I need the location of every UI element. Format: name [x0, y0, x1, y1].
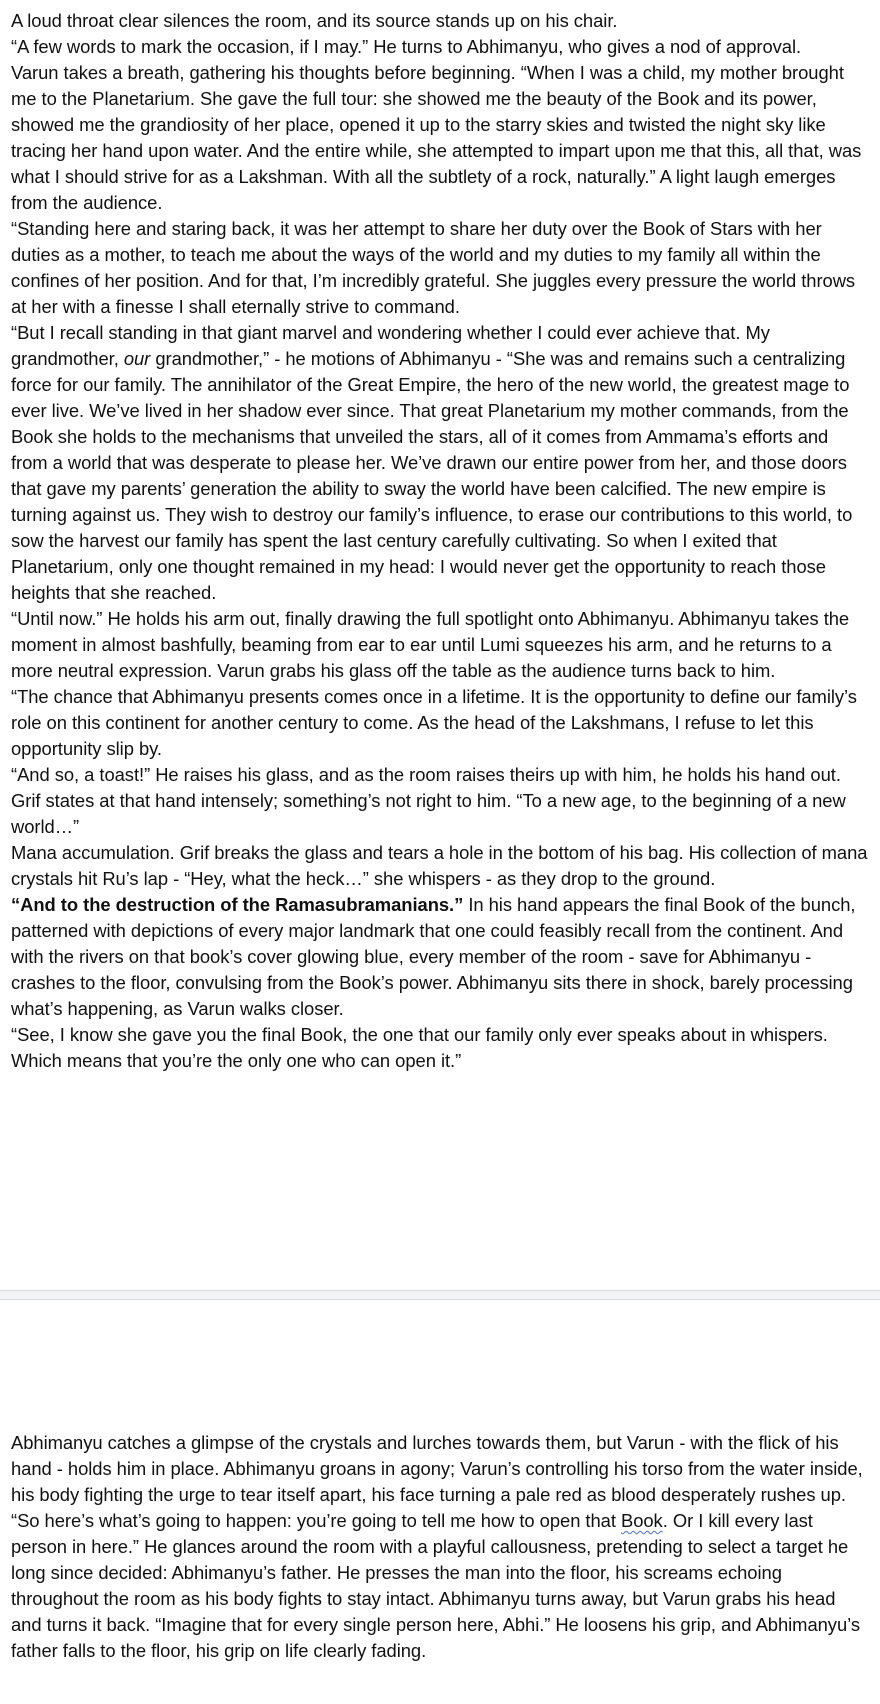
paragraph-until-now: “Until now.” He holds his arm out, finally drawing the full spotlight onto Abhimanyu. Abhimanyu takes the moment in almost bashfully, beaming from ear to ear until Lumi squeezes his arm, and he returns to a more neutral expression. Varun grabs his glass off the table as the audience turns back to him. [11, 608, 850, 681]
paragraph-chance: “The chance that Abhimanyu presents comes once in a lifetime. It is the opportunity to define our family’s role on this continent for another century to come. As the head of the Lakshmans, I refuse to let this opportunity slip by. [11, 686, 857, 759]
happen-text-end: . Or I kill every last person in here.” He glances around the room with a playful callousness, pretending to select a target he long since decided: Abhimanyu’s father. He presses the man into the floor, his screams echoing throughout the room as his body fights to stay intact. Abhimanyu turns away, but Varun grabs his head and turns it back. “Imagine that for every single person here, Abhi.” He loosens his grip, and Abhimanyu’s father falls to the floor, his grip on life clearly fading. [11, 1510, 860, 1661]
paragraph-throat-clear: A loud throat clear silences the room, and its source stands up on his chair. [11, 10, 618, 31]
paragraph-mana: Mana accumulation. Grif breaks the glass and tears a hole in the bottom of his bag. His collection of mana crystals hit Ru’s lap - “Hey, what the heck…” she whispers - as they drop to the ground. [11, 842, 868, 889]
paragraph-whats-going-to-happen [11, 1508, 869, 1664]
paragraph-few-words: “A few words to mark the occasion, if I may.” He turns to Abhimanyu, who gives a nod of approval. [11, 36, 802, 57]
emphasis-our: our [123, 348, 151, 369]
bold-destruction-quote: “And to the destruction of the Ramasubramanians.” [11, 894, 464, 915]
paragraph-toast: “And so, a toast!” He raises his glass, and as the room raises theirs up with him, he holds his hand out. Grif states at that hand intensely; something’s not right to him. “To a new age, to the beginning of a new world…” [11, 764, 846, 837]
page-break [0, 1290, 880, 1300]
paragraph-final-book: “See, I know she gave you the final Book, the one that our family only ever speaks about in whispers. Which means that you’re the only one who can open it.” [11, 1024, 828, 1071]
document-page-2 [0, 1300, 880, 1704]
happen-text-start: “So here’s what’s going to happen: you’re going to tell me how to open that [11, 1510, 621, 1531]
paragraph-varun-breath: Varun takes a breath, gathering his thoughts before beginning. “When I was a child, my mother brought me to the Planetarium. She gave the full tour: she showed me the beauty of the Book and its power, showed me the grandiosity of her place, opened it up to the starry skies and twisted the night sky like tracing her hand upon water. And the entire while, she attempted to impart upon me that this, all that, was what I should strive for as a Lakshman. With all the subtlety of a rock, naturally.” A light laugh emerges from the audience. [11, 62, 862, 213]
paragraph-crystals-glimpse: Abhimanyu catches a glimpse of the crystals and lurches towards them, but Varun - with the flick of his hand - holds him in place. Abhimanyu groans in agony; Varun’s controlling his torso from the water inside, his body fighting the urge to tear itself apart, his face turning a pale red as blood desperately rushes up. [11, 1432, 863, 1505]
paragraph-giant-marvel [11, 320, 869, 606]
paragraph-standing-here: “Standing here and staring back, it was her attempt to share her duty over the Book of Stars with her duties as a mother, to teach me about the ways of the world and my duties to my family all within the confines of her position. And for that, I’m incredibly grateful. She juggles every pressure the world throws at her with a finesse I shall eternally strive to command. [11, 218, 856, 317]
destruction-text-rest: In his hand appears the final Book of the bunch, patterned with depictions of every major landmark that one could feasibly recall from the continent. And with the rivers on that book’s cover glowing blue, every member of the room - save for Abhimanyu - crashes to the floor, convulsing from the Book’s power. Abhimanyu sits there in shock, barely processing what’s happening, as Varun walks closer. [11, 894, 856, 1019]
page-2-body[interactable] [11, 1430, 869, 1664]
spellcheck-flagged-word[interactable]: Book [620, 1510, 663, 1531]
giant-marvel-text-end: grandmother,” - he motions of Abhimanyu - “She was and remains such a centralizing force for our family. The annihilator of the Great Empire, the hero of the new world, the greatest mage to ever live. We’ve lived in her shadow ever since. That great Planetarium my mother commands, from the Book she holds to the mechanisms that unveiled the stars, all of it comes from Ammama’s efforts and from a world that was desperate to please her. We’ve drawn our entire power from her, and those doors that gave my parents’ generation the ability to sway the world have been calcified. The new empire is turning against us. They wish to destroy our family’s influence, to erase our contributions to this world, to sow the harvest our family has spent the last century carefully cultivating. So when I exited that Planetarium, only one thought remained in my head: I would never get the opportunity to reach those heights that she reached. [11, 348, 853, 603]
page-1-body[interactable] [11, 8, 869, 1074]
paragraph-destruction [11, 892, 869, 1022]
giant-marvel-text-start: “But I recall standing in that giant marvel and wondering whether I could ever achieve that. My grandmother, [11, 322, 770, 369]
